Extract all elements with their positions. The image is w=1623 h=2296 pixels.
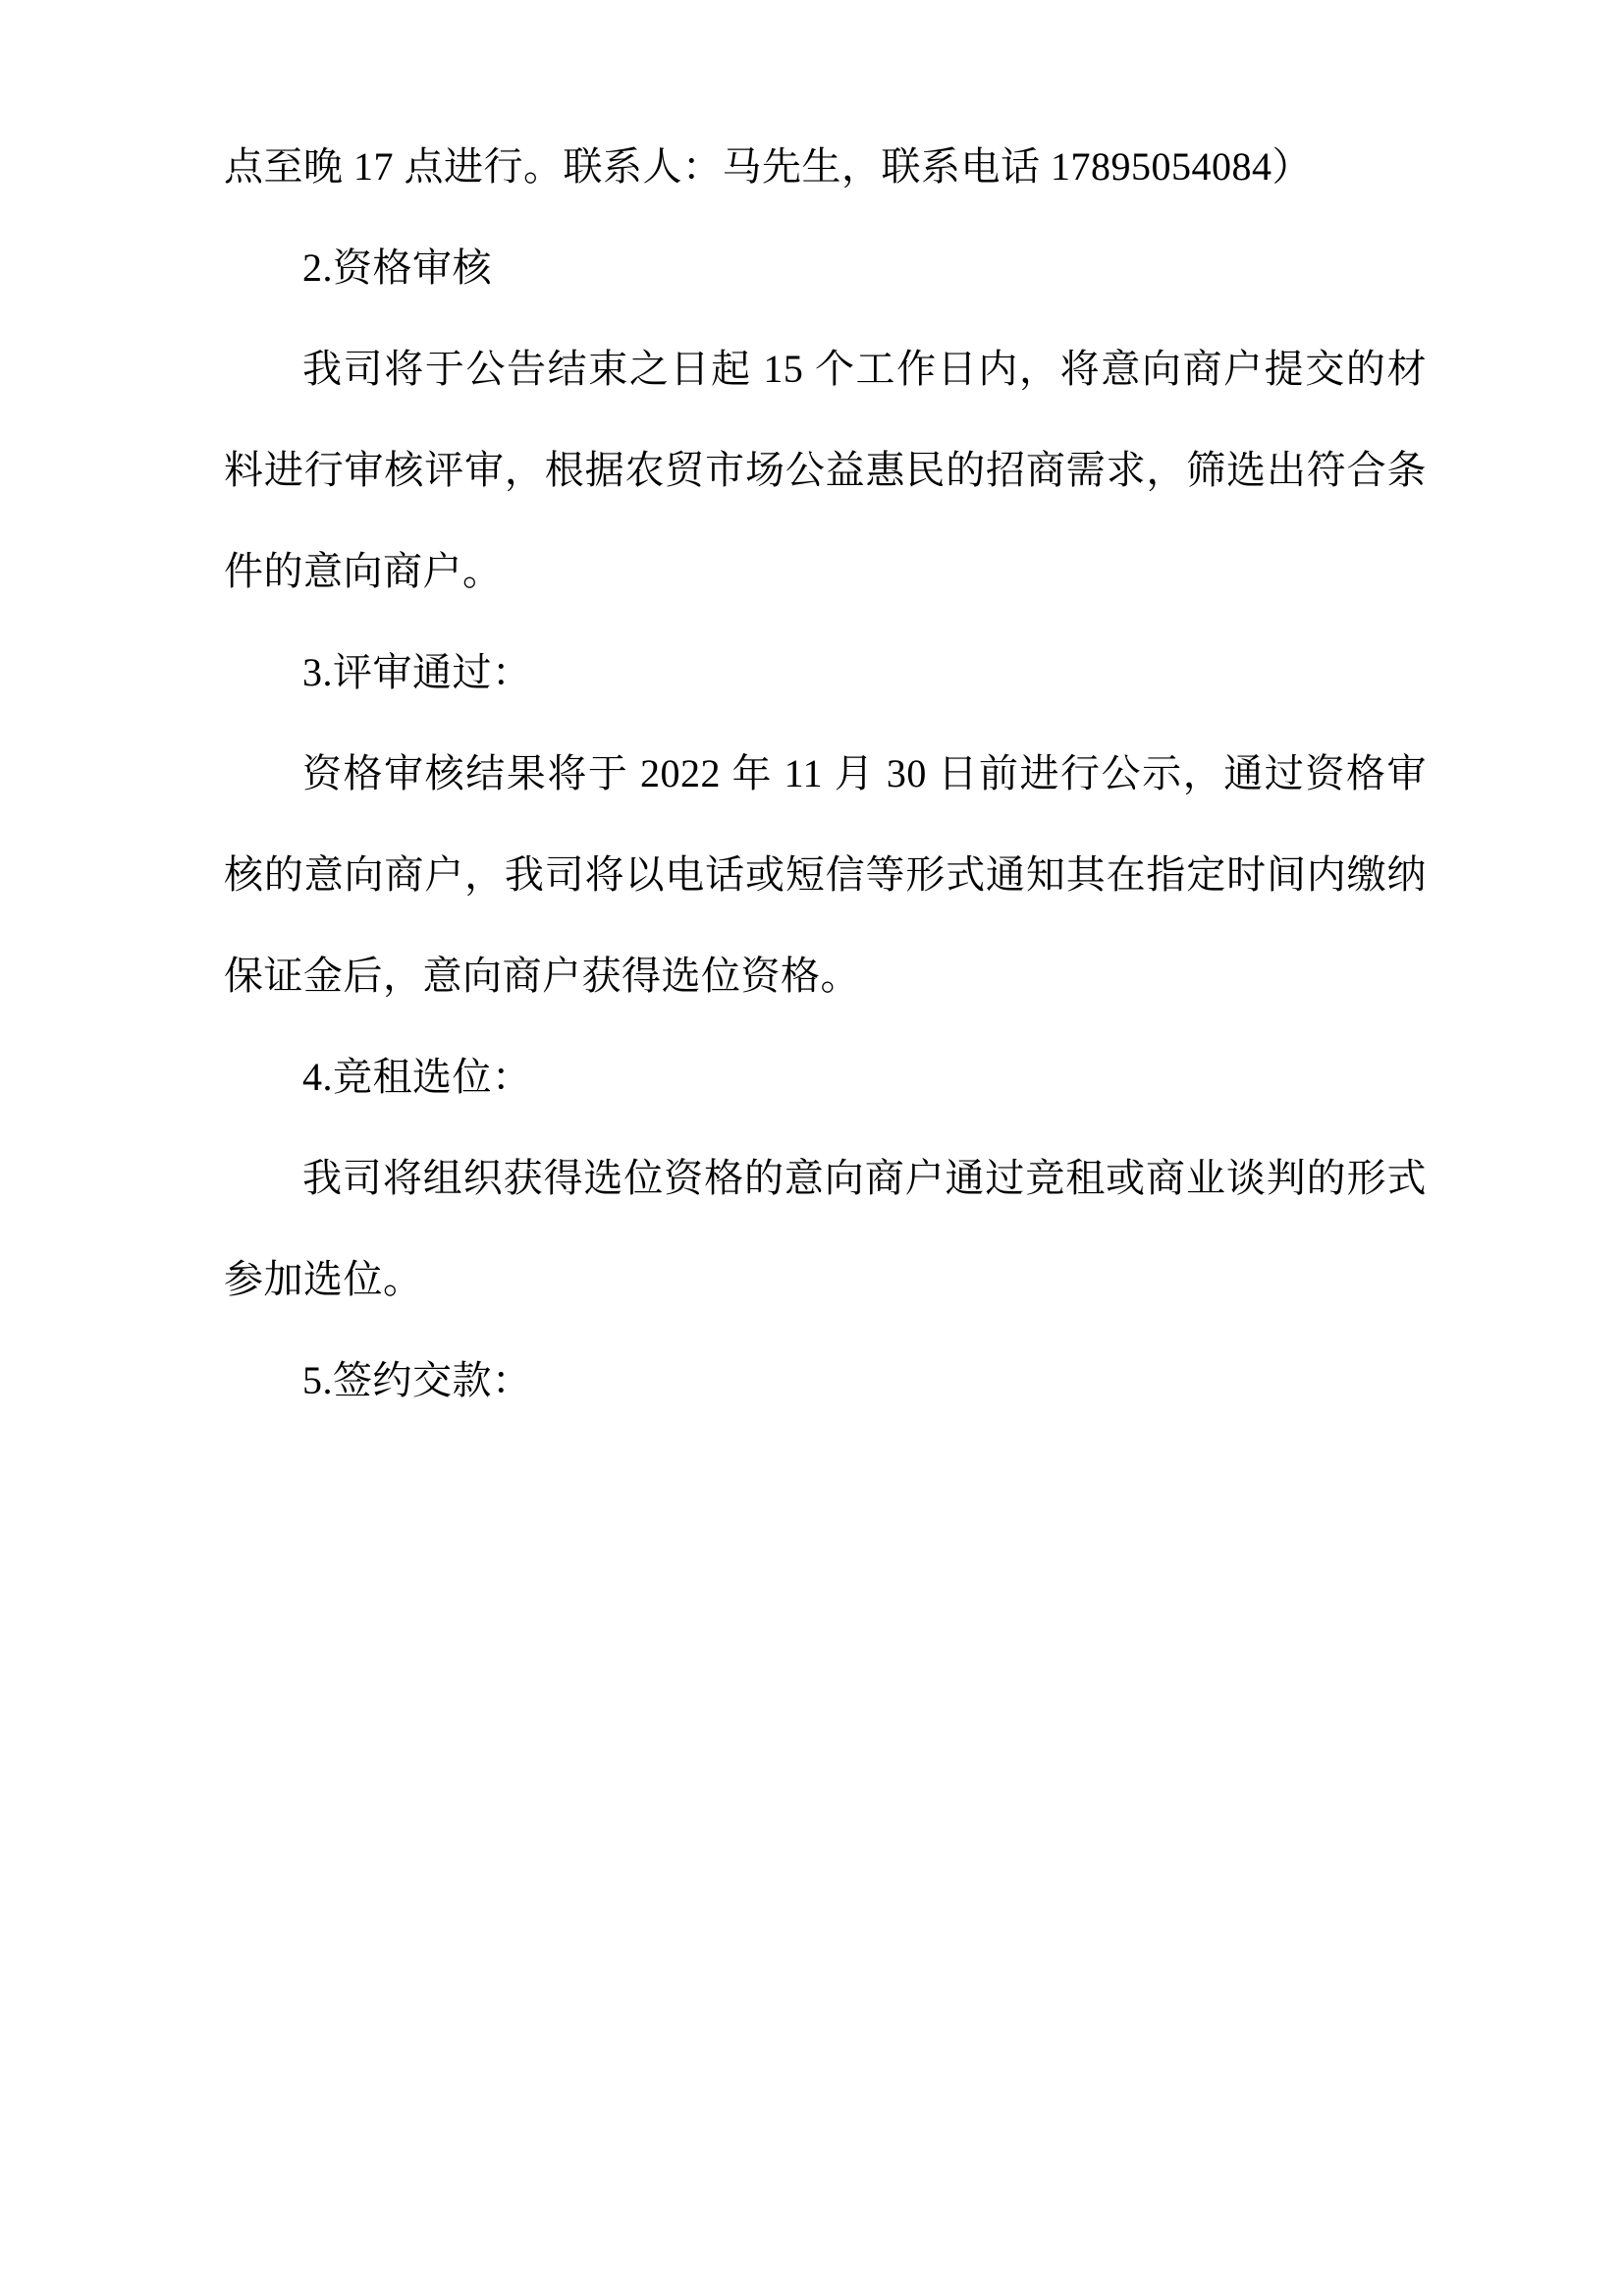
paragraph-item-4-body: 我司将组织获得选位资格的意向商户通过竞租或商业谈判的形式参加选位。 (224, 1156, 1427, 1301)
paragraph-item-2-body: 我司将于公告结束之日起 15 个工作日内，将意向商户提交的材料进行审核评审，根据农贸市场公益惠民的招商需求，筛选出符合条件的意向商户。 (224, 347, 1427, 593)
document-body (224, 116, 1427, 1431)
paragraph-item-5-heading: 5.签约交款： (302, 1358, 532, 1402)
paragraph-item-2-heading: 2.资格审核 (302, 246, 492, 290)
paragraph-item-3-heading: 3.评审通过： (302, 650, 532, 694)
paragraph-item-3-body: 资格审核结果将于 2022 年 11 月 30 日前进行公示，通过资格审核的意向商户，我司将以电话或短信等形式通知其在指定时间内缴纳保证金后，意向商户获得选位资格。 (224, 751, 1427, 998)
paragraph-contact-continuation: 点至晚 17 点进行。联系人：马先生，联系电话 17895054084） (224, 144, 1312, 189)
paragraph-item-4-heading: 4.竞租选位： (302, 1055, 532, 1099)
